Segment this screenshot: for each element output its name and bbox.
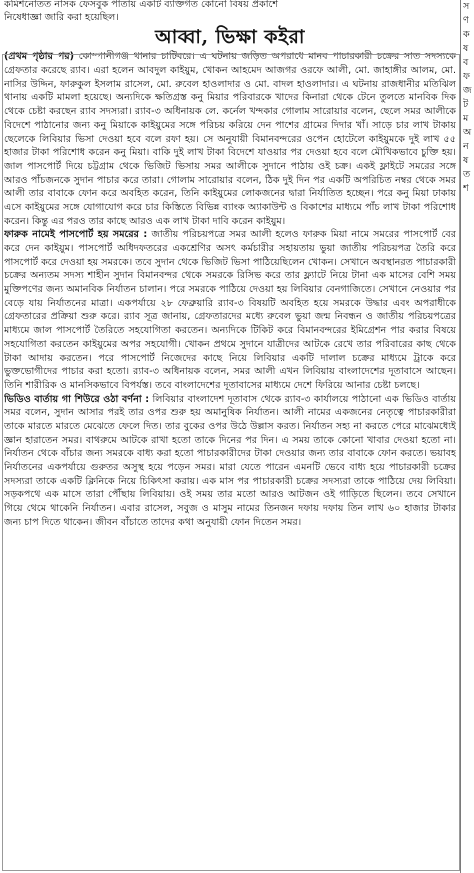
side-line: জ	[463, 85, 472, 96]
side-line: অ	[463, 127, 472, 138]
article-paragraph-3	[4, 393, 456, 530]
adjacent-column-fragment	[463, 0, 474, 873]
column-divider	[460, 0, 461, 873]
side-line: ন	[463, 141, 469, 152]
side-line: ষ	[463, 43, 469, 54]
side-line: ক	[463, 29, 470, 40]
paragraph-text-2: জাতীয় পরিচয়পত্রে সমর আলী হলেও ফারুক মিয়া নামে সমরের পাসপোর্ট বের করে দেন কাইয়ুম। পাসপোর্ট অধিদফতরের একশ্রেণির অসৎ কর্মচারীর সহায়তায় ভুয়া জাতীয় পরিচয়পত্র তৈরি করে পাসপোর্ট করে দেওয়া হয় সমরকে। তবে সুদান থেকে ভিজিট ভিসা পাঠিয়েছিলেন খোকন। সেখানে অবস্থানরত পাচারকারী চক্রের অন্যতম সদস্য শাহীন সুদান বিমানবন্দর থেকে সমরকে রিসিভ করে তার ফ্ল্যাটে নিয়ে টানা এক মাসের বেশি সময় মুক্তিপণের জন্য অমানবিক নির্যাতন চালান। পরে সমরকে পাঠিয়ে দেওয়া হয় লিবিয়ার বেনগাজিতে। সেখানে নেওয়ার পর বেড়ে যায় নির্যাতনের মাত্রা। একপর্যায়ে ২৮ ফেব্রুয়ারি র‍্যাব-৩ বিষয়টি অবহিত হয়ে সমরকে উদ্ধার এবং অপরাধীকে গ্রেফতারের প্রক্রিয়া শুরু করে। র‍্যাব সূত্র জানায়, গ্রেফতারদের মধ্যে রুবেল ভুয়া জন্ম নিবন্ধন ও জাতীয় পরিচয়পত্রের মাধ্যমে জাল পাসপোর্ট তৈরিতে সহযোগিতা করতেন। অন্যদিকে টিকিট করে বিমানবন্দরের ইমিগ্রেশন পার করার বিষয়ে সহযোগিতা করতেন কাইয়ুমের অপর সহযোগী। খোকন প্রথমে সুদানে যাত্রীদের আটকে রেখে তার পরিবারের কাছ থেকে টাকা আদায় করতেন। পরে পাসপোর্ট নিজেদের কাছে নিয়ে লিবিয়ার একটি দালাল চক্রের মাধ্যমে ট্রাকে করে ভুক্তভোগীদের পাচার করা হতো। র‍্যাব-৩ অধিনায়ক বলেন, সমর আলী এখন লিবিয়ায় বাংলাদেশের দূতাবাসে আছেন। তিনি শারীরিক ও মানসিকভাবে বিপর্যস্ত। তবে বাংলাদেশের দূতাবাসের মাধ্যমে দেশে ফিরিয়ে আনার চেষ্টা চলছে।	[4, 229, 456, 391]
paragraph-lead-3: ভিডিও বার্তায় গা শিউরে ওঠা বর্ণনা :	[4, 393, 150, 405]
article-paragraph-2	[4, 228, 456, 392]
side-line: ব	[463, 57, 469, 68]
paragraph-lead-2: ফারুক নামেই পাসপোর্ট হয় সমরের :	[4, 229, 148, 241]
article-column	[4, 0, 456, 873]
side-line: ত	[463, 169, 471, 180]
article-headline: আব্বা, ভিক্ষা কইরা	[155, 26, 305, 49]
paragraph-lead-1: (প্রথম পৃষ্ঠার পর)	[4, 51, 75, 63]
paragraph-text-3: লিবিয়ার বাংলাদেশ দূতাবাস থেকে র‍্যাব-৩ কার্যালয়ে পাঠানো এক ভিডিও বার্তায় সমর বলেন, সুদান আসার পরই তার ওপর শুরু হয় অমানুষিক নির্যাতন। আলী নামের একজনের নেতৃত্বে পাচারকারীরা তাকে মারতে মারতে মেঝেতে ফেলে দিত। তার বুকের ওপর উঠে উল্লাস করত। নির্যাতন সহ্য না করতে পেরে মাঝেমধ্যেই জ্ঞান হারাতেন সমর। বাথরুমে আটকে রাখা হতো তাকে দিনের পর দিন। এ সময় তাকে কোনো খাবার দেওয়া হতো না। নির্যাতন থেকে বাঁচার জন্য সমরকে বাধ্য করা হতো পাচারকারীদের টাকা দেওয়ার জন্য তার বাবাকে ফোন করতে। ভয়াবহ নির্যাতনের একপর্যায়ে গুরুতর অসুস্থ হয়ে পড়েন সমর। মারা যেতে পারেন এমনটি ভেবে বাধ্য হয়ে পাচারকারী চক্রের সদস্যরা তাকে একটি ক্লিনিকে নিয়ে চিকিৎসা করায়। এক মাস পর পাচারকারী চক্রের সদস্যরা তাকে পাঠিয়ে দেয় লিবিয়া। সড়কপথে এক মাসে তারা পৌঁছায় লিবিয়ায়। ওই সময় তার মতো আরও আটজন ওই গাড়িতে ছিলেন। তবে সেখানে গিয়ে থেমে থাকেনি নির্যাতন। এবার রাসেল, সবুজ ও মাসুম নামের তিনজন দফায় দফায় তিন লাখ ৬০ হাজার টাকার জন্য চাপ দিতে থাকেন। জীবন বাঁচাতে তাদের কথা অনুযায়ী ফোন দিতেন সমর।	[4, 393, 456, 528]
side-line: স	[463, 1, 470, 12]
side-line: ফ	[463, 71, 471, 82]
previous-article-fragment	[4, 0, 456, 24]
fragment-line-1: কমিশনোতত নাসক ফেসবুক পাতায় একটি ব্যক্তিগত কোনো বিষয় প্রকাশে	[4, 0, 279, 10]
side-line: ণ	[463, 15, 469, 26]
paragraph-text-1: কোম্পানীগঞ্জ থানার চাটিবরে। এ ঘটনায় জড়িত অপরাধে মানব পাচারকারী চক্রের সাত সদস্যকে গ্রেফতার করেছে র‍্যাব। এরা হলেন আবদুল কাইয়ুম, খোকন আহমেদ আজগর ওরফে আলী, মো. জাহাঙ্গীর আলম, মো. নাসির উদ্দিন, ফারুকুল ইসলাম রাসেল, মো. রুবেল হাওলাদার ও মো. বাদল হাওলাদার। এ ঘটনায় রাজধানীর মতিঝিল থানায় একটি মামলা হয়েছে। অন্যদিকে ক্ষতিগ্রস্ত কনু মিয়ার পরিবারকে খাদের কিনারা থেকে টেনে তুলতে মানবিক দিক থেকে চেষ্টা করছেন র‍্যাব সদস্যরা। র‍্যাব-৩ অধিনায়ক লে. কর্নেল খন্দকার গোলাম সারোয়ার বলেন, ছেলে সমর আলীকে বিদেশে পাঠানোর জন্য কনু মিয়াকে কাইয়ুমের সঙ্গে পরিচয় করিয়ে দেন পাশের গ্রামের দিদার খাঁ। সাড়ে চার লাখ টাকায় ছেলেকে লিবিয়ার ভিসা দেওয়া হবে বলে রফা হয়। সে অনুযায়ী বিমানবন্দরের ওপেন হোটেলে কাইয়ুমকে দুই লাখ ৫৫ হাজার টাকা পরিশোধ করেন কনু মিয়া। বাকি দুই লাখ টাকা বিদেশে যাওয়ার পর দেওয়া হবে বলে মৌখিকভাবে চুক্তি হয়। জাল পাসপোর্ট দিয়ে চট্টগ্রাম থেকে ভিজিট ভিসায় সমর আলীকে সুদানে পাঠায় ওই চক্র। একই ফ্লাইটে সমরের সঙ্গে আরও পাঁচজনকে সুদান পাচার করে তারা। গোলাম সারোয়ার বলেন, ঠিক দুই দিন পর একটি অপরিচিত নম্বর থেকে সমর আলী তার বাবাকে ফোন করে অবহিত করেন, তিনি কাইয়ুমের লোকজনের দ্বারা নির্যাতিত হচ্ছেন। পরে কনু মিয়া ঢাকায় এসে কাইয়ুমের সঙ্গে যোগাযোগ করে চার কিস্তিতে বিভিন্ন ব্যাংক অ্যাকাউন্ট ও বিকাশের মাধ্যমে পাঁচ লাখ টাকা পরিশোধ করেন। কিন্তু এর পরও তার কাছে আরও এক লাখ টাকা দাবি করেন কাইয়ুম।	[4, 51, 456, 227]
article-paragraph-1	[4, 50, 456, 228]
fragment-line-2: নিষেধাজ্ঞা জারি করা হয়েছিল।	[4, 12, 119, 24]
side-line: ষ	[463, 155, 469, 166]
side-line: ট	[463, 99, 469, 110]
side-line: ম	[463, 113, 469, 124]
side-line: শ	[463, 183, 469, 194]
